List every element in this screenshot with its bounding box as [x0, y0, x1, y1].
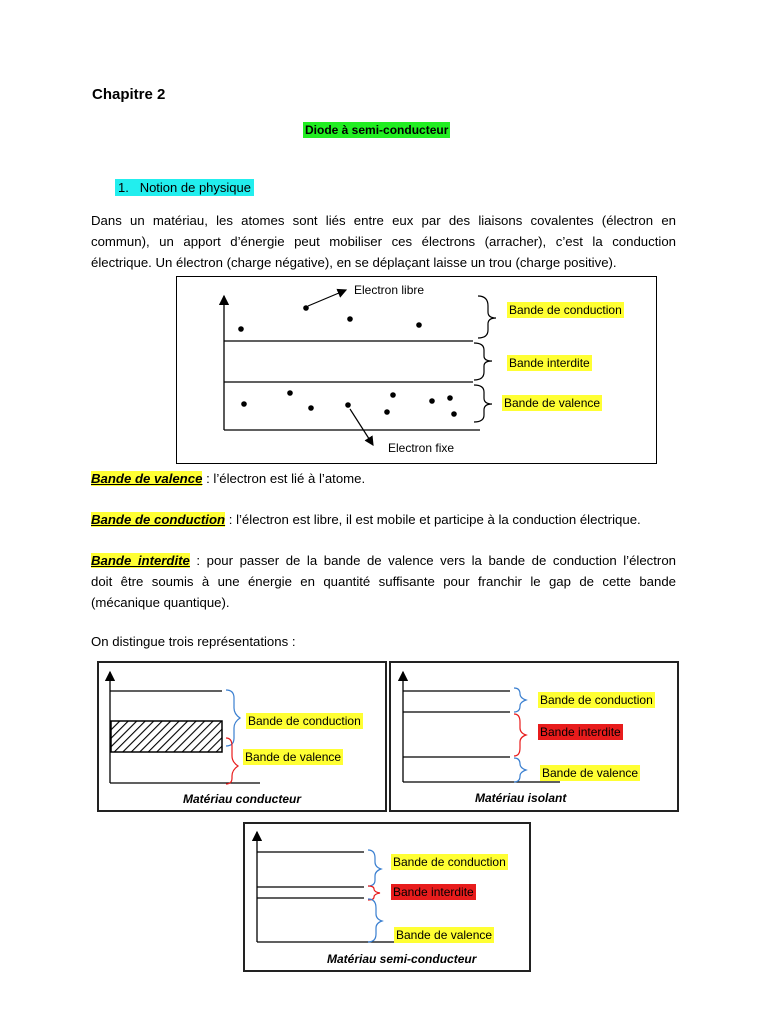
definition-text: doit être soumis à une énergie en quantité suffisante pour franchir le gap de cette bande: [91, 574, 676, 589]
definition-text: : l’électron est libre, il est mobile et participe à la conduction électrique.: [225, 512, 641, 527]
electron-libre-label: Electron libre: [354, 283, 425, 297]
intro-line: Dans un matériau, les atomes sont liés entre eux par des liaisons covalentes (électron en: [91, 213, 676, 228]
definition-text: : l’électron est lié à l’atome.: [202, 471, 366, 486]
term-valence: Bande de valence: [91, 471, 203, 486]
bande-conduction-label: Bande de conduction: [509, 303, 622, 317]
semi-caption: Matériau semi-conducteur: [327, 952, 477, 966]
section-number: 1.: [118, 180, 129, 195]
term-conduction: Bande de conduction: [91, 512, 226, 527]
semi-bande-valence-label: Bande de valence: [396, 928, 493, 942]
isolant-bande-conduction-label: Bande de conduction: [540, 693, 653, 707]
intro-line: commun), un apport d’énergie peut mobiliser ces électrons (arracher), c’est la conduction: [91, 234, 676, 249]
term-interdite: Bande interdite: [91, 553, 190, 568]
representations-intro: On distingue trois représentations :: [91, 634, 296, 649]
isolant-bande-valence-label: Bande de valence: [542, 766, 639, 780]
section-title: Notion de physique: [139, 180, 251, 195]
definition-text: (mécanique quantique).: [91, 595, 230, 610]
semi-bande-interdite-label: Bande interdite: [393, 885, 474, 899]
document-title: Diode à semi-conducteur: [305, 123, 449, 137]
chapter-heading: Chapitre 2: [92, 86, 166, 103]
semi-bande-conduction-label: Bande de conduction: [393, 855, 506, 869]
intro-line: électrique. Un électron (charge négative), en se déplaçant laisse un trou (charge positive).: [91, 255, 617, 270]
electron-fixe-label: Electron fixe: [388, 441, 455, 455]
isolant-bande-interdite-label: Bande interdite: [540, 725, 621, 739]
bande-valence-label: Bande de valence: [504, 396, 601, 410]
isolant-caption: Matériau isolant: [475, 791, 567, 805]
conducteur-bande-valence-label: Bande de valence: [245, 750, 342, 764]
definition-text: : pour passer de la bande de valence vers la bande de conduction l’électron: [189, 553, 676, 568]
conducteur-caption: Matériau conducteur: [183, 792, 302, 806]
bande-interdite-label: Bande interdite: [509, 356, 590, 370]
conducteur-bande-conduction-label: Bande de conduction: [248, 714, 361, 728]
